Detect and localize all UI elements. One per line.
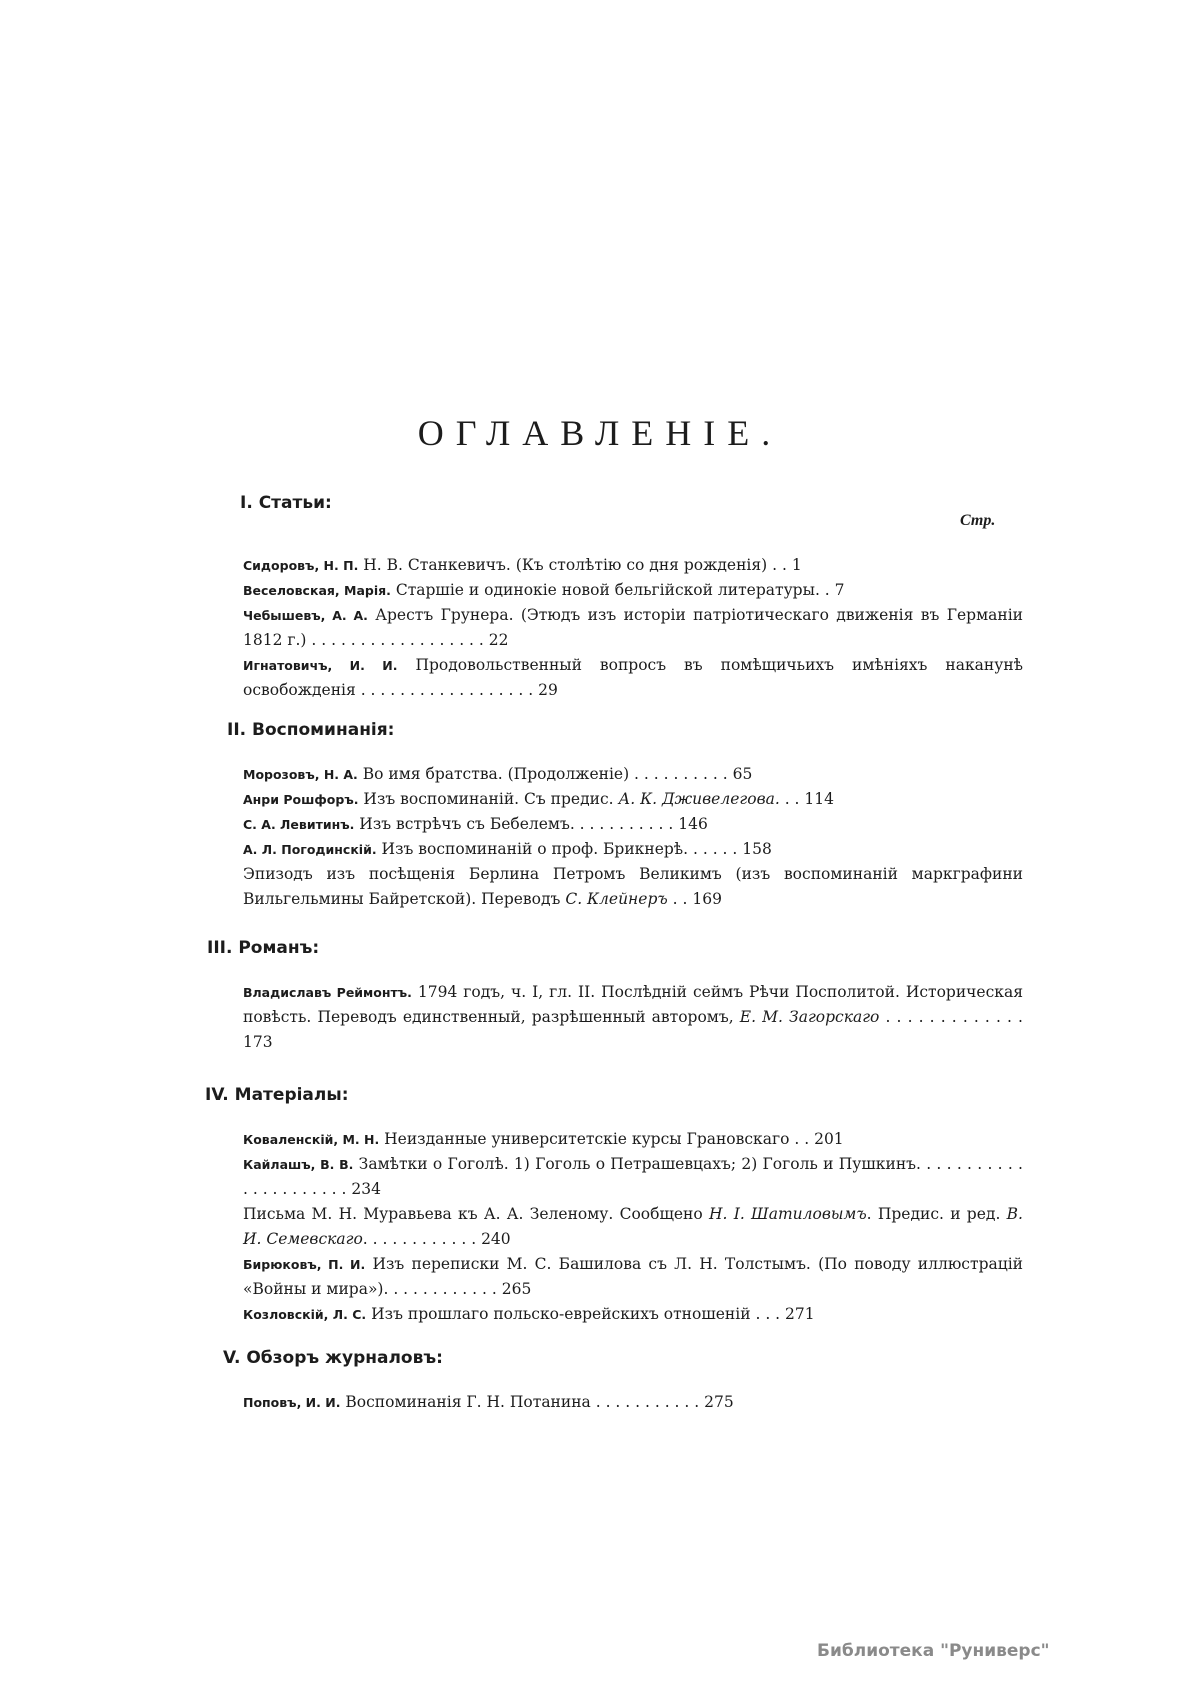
entry-title: Изъ воспоминаній. Съ предис. — [363, 790, 614, 808]
entry-page: 234 — [351, 1180, 381, 1198]
entry-author: Владиславъ Реймонтъ. — [243, 985, 412, 1000]
entry-title: Продовольственный вопросъ въ помѣщичьихъ имѣніяхъ наканунѣ освобожденія . . . . . . . . . . . . . . . . . . — [243, 656, 1023, 699]
toc-entry[interactable] — [243, 762, 1023, 787]
toc-entry[interactable] — [243, 653, 1023, 703]
entry-page: 1 — [791, 556, 802, 574]
entry-author: Веселовская, Марія. — [243, 583, 391, 598]
entry-page: 169 — [692, 890, 722, 908]
section-memoirs — [227, 720, 1023, 912]
toc-entry[interactable] — [243, 1252, 1023, 1302]
entry-author: Поповъ, И. И. — [243, 1395, 341, 1410]
entry-page: 22 — [488, 631, 509, 649]
toc-entry[interactable] — [243, 1302, 1023, 1327]
entry-title: Старшіе и одинокіе новой бельгійской литературы. . — [395, 581, 830, 599]
entry-author: Чебышевъ, А. А. — [243, 608, 368, 623]
entry-page: 65 — [732, 765, 753, 783]
toc-entry[interactable] — [243, 812, 1023, 837]
entry-contributor: Н. І. Шатиловымъ — [708, 1205, 867, 1223]
page-column-label: Стр. — [960, 512, 996, 529]
entry-title: Неизданные университетскіе курсы Грановскаго . . — [384, 1130, 810, 1148]
entry-page: 114 — [804, 790, 835, 808]
entry-editor: В. И. Семевскаго — [243, 1205, 1023, 1248]
entry-title: Изъ встрѣчъ съ Бебелемъ. . . . . . . . . . . — [359, 815, 674, 833]
section-heading: III. Романъ: — [207, 938, 320, 958]
entry-page: 240 — [481, 1230, 511, 1248]
entry-page: 201 — [814, 1130, 844, 1148]
section-journal-review — [223, 1348, 1023, 1415]
toc-entry[interactable] — [243, 837, 1023, 862]
entry-title: Изъ воспоминаній о проф. Брикнерѣ. . . . . . — [381, 840, 738, 858]
entry-title: Замѣтки о Гоголѣ. 1) Гоголь о Петрашевцахъ; 2) Гоголь и Пушкинъ. . . . . . . . . . . . . . . . . . . . . . — [243, 1155, 1023, 1198]
section-heading: V. Обзоръ журналовъ: — [223, 1348, 443, 1368]
entry-page: 275 — [704, 1393, 734, 1411]
entry-author: А. Л. Погодинскій. — [243, 842, 377, 857]
entry-author: Сидоровъ, Н. П. — [243, 558, 359, 573]
entry-title: 1794 годъ, ч. I, гл. II. Послѣдній сеймъ Рѣчи Посполитой. Историческая повѣсть. Переводъ единственный, разрѣшенный авторомъ, — [243, 983, 1023, 1026]
entry-translator: С. Клейнеръ — [565, 890, 668, 908]
toc-entry[interactable] — [243, 980, 1023, 1055]
toc-entry[interactable] — [243, 553, 1023, 578]
entry-author: Кайлашъ, В. В. — [243, 1157, 354, 1172]
entry-page: 271 — [785, 1305, 815, 1323]
section-heading: I. Статьи: — [240, 493, 332, 513]
entry-author: Анри Рошфоръ. — [243, 792, 359, 807]
entry-translator: Е. М. Загорскаго — [739, 1008, 880, 1026]
entry-page: 7 — [834, 581, 845, 599]
toc-entry[interactable] — [243, 1390, 1023, 1415]
entry-title: Изъ прошлаго польско-еврейскихъ отношеній . . . — [371, 1305, 781, 1323]
entry-title-continued: . Предис. и ред. — [866, 1205, 1001, 1223]
toc-entry[interactable] — [243, 787, 1023, 812]
entry-title: Эпизодъ изъ посѣщенія Берлина Петромъ Великимъ (изъ воспоминаній маркграфини Вильгельмины Байретской). Переводъ — [243, 865, 1023, 908]
entry-author: Коваленскій, М. Н. — [243, 1132, 380, 1147]
toc-entry[interactable] — [243, 1202, 1023, 1252]
entry-author: Игнатовичъ, И. И. — [243, 658, 398, 673]
entry-title: Н. В. Станкевичъ. (Къ столѣтію со дня рожденія) . . — [363, 556, 787, 574]
entry-leader: . . . . . . . . . . . . — [362, 1230, 477, 1248]
entry-leader: . . — [672, 890, 688, 908]
toc-entry[interactable] — [243, 1152, 1023, 1202]
toc-entry[interactable] — [243, 603, 1023, 653]
entry-translator: А. К. Дживелегова. — [618, 790, 780, 808]
section-articles — [240, 493, 1023, 703]
entry-page: 29 — [538, 681, 558, 699]
entry-title: Арестъ Грунера. (Этюдъ изъ исторіи патріотическаго движенія въ Германіи 1812 г.) . . . . . . . . . . . . . . . . . . — [243, 606, 1023, 649]
library-watermark: Библиотека "Руниверс" — [817, 1641, 1050, 1661]
entry-page: 265 — [501, 1280, 532, 1298]
entry-page: 158 — [742, 840, 772, 858]
entry-title: Во имя братства. (Продолженіе) . . . . . . . . . . — [362, 765, 728, 783]
entry-author: Козловскій, Л. С. — [243, 1307, 367, 1322]
toc-entry[interactable] — [243, 862, 1023, 912]
toc-entry[interactable] — [243, 578, 1023, 603]
section-heading: II. Воспоминанія: — [227, 720, 395, 740]
toc-entry[interactable] — [243, 1127, 1023, 1152]
entry-title: Воспоминанія Г. Н. Потанина . . . . . . . . . . . — [345, 1393, 700, 1411]
entry-page: 146 — [678, 815, 708, 833]
section-novel — [207, 938, 1023, 1055]
section-heading: IV. Матеріалы: — [205, 1085, 349, 1105]
entry-title: Письма М. Н. Муравьева къ А. А. Зеленому. Сообщено — [243, 1205, 703, 1223]
entry-author: Бирюковъ, П. И. — [243, 1257, 366, 1272]
section-materials — [205, 1085, 1023, 1327]
entry-author: С. А. Левитинъ. — [243, 817, 355, 832]
entry-author: Морозовъ, Н. А. — [243, 767, 358, 782]
entry-title: Изъ переписки М. С. Башилова съ Л. Н. Толстымъ. (По поводу иллюстрацій «Войны и мира»). . . . . . . . . . . . — [243, 1255, 1023, 1298]
entry-leader: . . — [784, 790, 800, 808]
entry-page: 173 — [243, 1033, 273, 1051]
page-title: ОГЛАВЛЕНІЕ. — [417, 413, 783, 453]
entry-leader: . . . . . . . . . . . . . — [885, 1008, 1023, 1026]
